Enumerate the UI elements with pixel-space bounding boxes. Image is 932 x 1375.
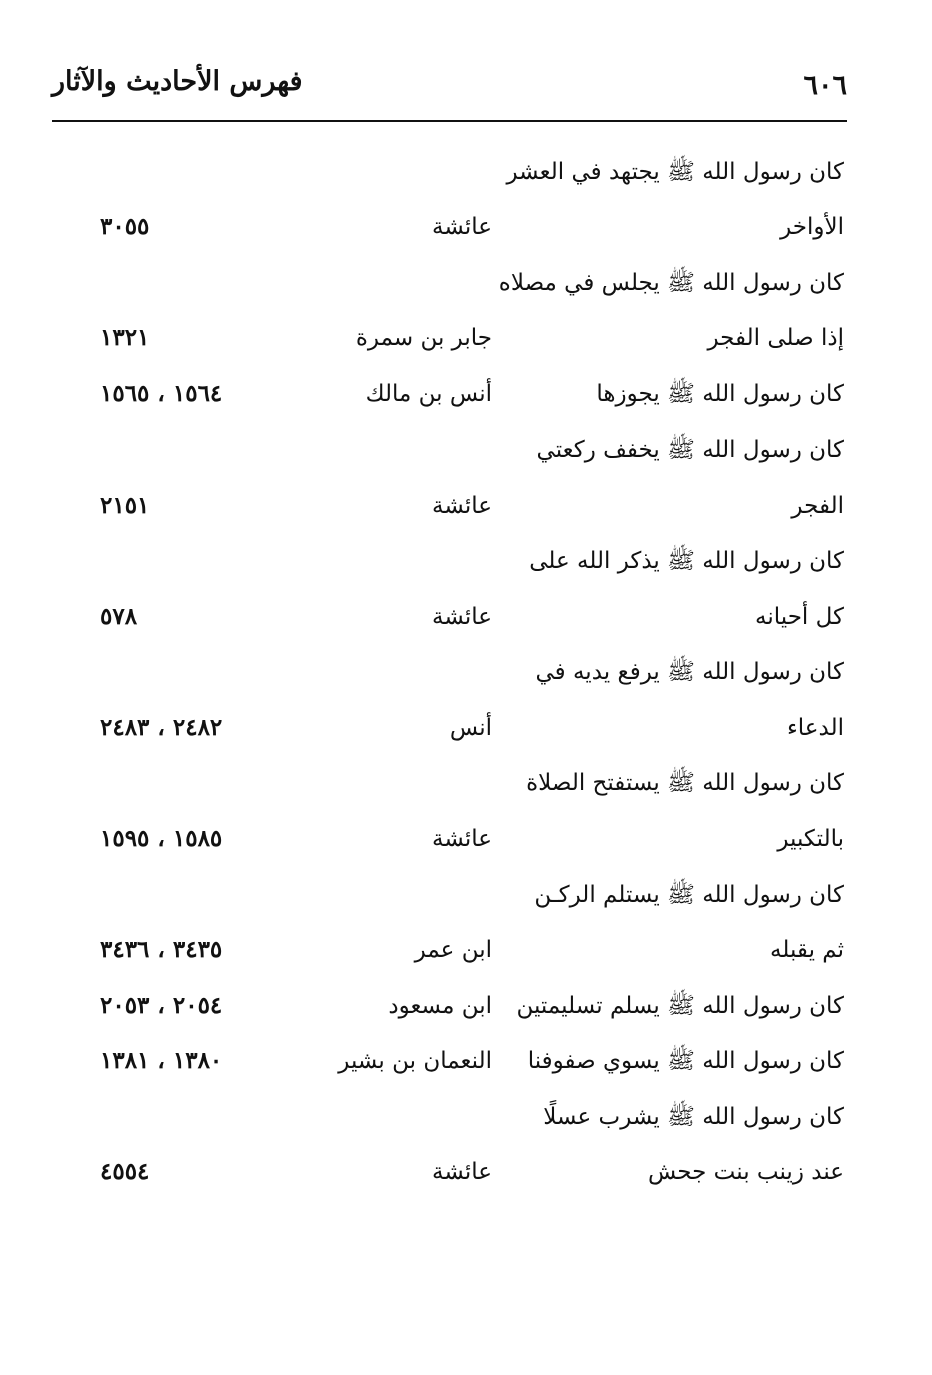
narrator: أنس [449, 715, 492, 741]
narrator: أنس بن مالك [365, 381, 492, 407]
narrator: عائشة [432, 1159, 492, 1185]
reference-numbers: ١٣٨٠ ، ١٣٨١ [100, 1047, 223, 1074]
hadith-text: كان رسول الله ﷺ يسوي صفوفنا [527, 1048, 844, 1074]
hadith-text: كان رسول الله ﷺ يرفع يديه في [535, 659, 844, 685]
hadith-text: الفجر [791, 493, 844, 519]
reference-numbers: ٣٠٥٥ [100, 213, 150, 240]
reference-numbers: ٣٤٣٥ ، ٣٤٣٦ [100, 936, 223, 963]
page-title: فهرس الأحاديث والآثار [52, 66, 303, 97]
page-number: ٦٠٦ [803, 70, 847, 101]
narrator: ابن عمر [414, 937, 492, 963]
reference-numbers: ١٥٦٤ ، ١٥٦٥ [100, 380, 223, 407]
hadith-text: كان رسول الله ﷺ يخفف ركعتي [536, 437, 844, 463]
index-line [0, 652, 932, 692]
reference-numbers: ١٥٨٥ ، ١٥٩٥ [100, 825, 223, 852]
index-line [0, 708, 932, 748]
index-line [0, 875, 932, 915]
index-line [0, 207, 932, 247]
reference-numbers: ٤٥٥٤ [100, 1158, 150, 1185]
hadith-text: كان رسول الله ﷺ يشرب عسلًا [543, 1104, 844, 1130]
index-line [0, 541, 932, 581]
reference-numbers: ٢٠٥٤ ، ٢٠٥٣ [100, 992, 223, 1019]
hadith-text: ثم يقبله [770, 937, 844, 963]
narrator: عائشة [432, 493, 492, 519]
index-line [0, 318, 932, 358]
hadith-text: الأواخر [780, 214, 844, 240]
narrator: ابن مسعود [388, 993, 492, 1019]
reference-numbers: ٢٤٨٢ ، ٢٤٨٣ [100, 714, 223, 741]
narrator: النعمان بن بشير [338, 1048, 492, 1074]
index-line [0, 1152, 932, 1192]
narrator: عائشة [432, 604, 492, 630]
hadith-text: كان رسول الله ﷺ يستفتح الصلاة [526, 770, 844, 796]
reference-numbers: ٥٧٨ [100, 603, 138, 630]
hadith-text: كان رسول الله ﷺ يجوزها [596, 381, 844, 407]
index-line [0, 263, 932, 303]
narrator: جابر بن سمرة [355, 325, 492, 351]
index-line [0, 430, 932, 470]
hadith-text: إذا صلى الفجر [707, 325, 844, 351]
reference-numbers: ١٣٢١ [100, 324, 150, 351]
index-line [0, 597, 932, 637]
index-line [0, 819, 932, 859]
index-line [0, 486, 932, 526]
index-line [0, 1097, 932, 1137]
hadith-text: كان رسول الله ﷺ يجلس في مصلاه [498, 270, 844, 296]
hadith-text: كل أحيانه [755, 604, 844, 630]
header-divider [52, 120, 847, 122]
index-line [0, 986, 932, 1026]
narrator: عائشة [432, 214, 492, 240]
index-line [0, 1041, 932, 1081]
hadith-text: كان رسول الله ﷺ يذكر الله على [529, 548, 844, 574]
index-line [0, 763, 932, 803]
index-line [0, 930, 932, 970]
reference-numbers: ٢١٥١ [100, 492, 150, 519]
narrator: عائشة [432, 826, 492, 852]
index-line [0, 152, 932, 192]
page-header [52, 62, 847, 114]
hadith-text: كان رسول الله ﷺ يجتهد في العشر [506, 159, 844, 185]
hadith-text: عند زينب بنت جحش [647, 1159, 844, 1185]
hadith-text: كان رسول الله ﷺ يسلم تسليمتين [516, 993, 844, 1019]
index-line [0, 374, 932, 414]
hadith-text: الدعاء [786, 715, 844, 741]
hadith-text: بالتكبير [777, 826, 844, 852]
hadith-text: كان رسول الله ﷺ يستلم الركـن [534, 882, 844, 908]
